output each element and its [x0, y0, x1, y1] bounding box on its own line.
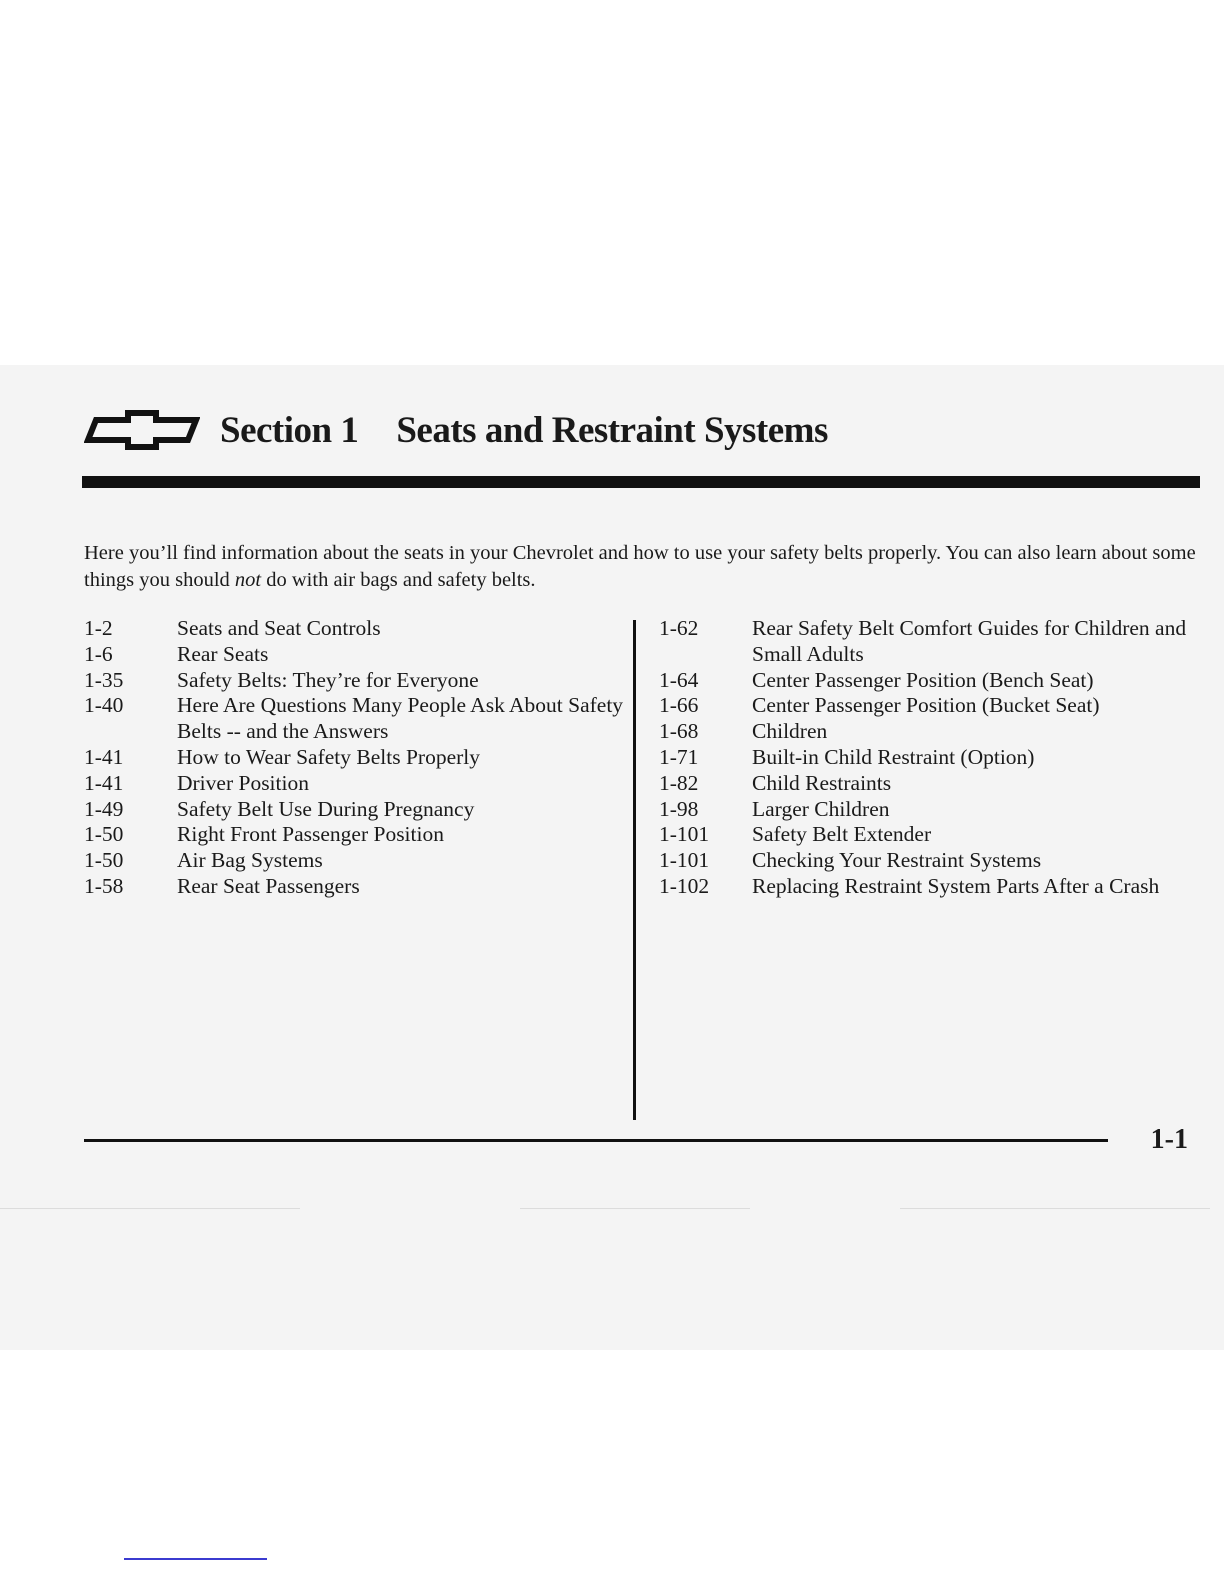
- toc-entry[interactable]: [84, 874, 624, 900]
- intro-text-end: do with air bags and safety belts.: [261, 569, 536, 591]
- toc-page-ref: 1-49: [84, 796, 124, 821]
- toc-page-ref: 1-82: [659, 770, 699, 795]
- intro-emphasis: not: [234, 569, 262, 591]
- section-title: Seats and Restraint Systems: [396, 409, 828, 451]
- toc-entry-title: Rear Seat Passengers: [177, 873, 360, 898]
- toc-entry[interactable]: [84, 822, 624, 848]
- toc-page-ref: 1-35: [84, 667, 124, 692]
- toc-entry-title: Built-in Child Restraint (Option): [752, 744, 1035, 769]
- page-number: 1-1: [1150, 1124, 1188, 1155]
- toc-page-ref: 1-58: [84, 873, 124, 898]
- toc-page-ref: 1-98: [659, 796, 699, 821]
- toc-entry[interactable]: [84, 797, 624, 823]
- toc-page-ref: 1-2: [84, 616, 113, 640]
- toc-entry-title: Air Bag Systems: [177, 848, 323, 873]
- toc-page-ref: 1-71: [659, 744, 699, 769]
- scan-artifact-line: [900, 1208, 1210, 1209]
- toc-entry-title: How to Wear Safety Belts Properly: [177, 744, 480, 769]
- section-number: Section 1: [220, 409, 359, 451]
- scan-artifact-line: [520, 1208, 750, 1209]
- intro-paragraph: [84, 540, 1204, 594]
- column-divider: [633, 620, 636, 1120]
- toc-page-ref: 1-101: [659, 848, 710, 873]
- toc-entry-title: Seats and Seat Controls: [177, 616, 381, 640]
- toc-entry[interactable]: [659, 745, 1204, 771]
- toc-page-ref: 1-41: [84, 744, 124, 769]
- toc-entry-title: Driver Position: [177, 770, 309, 795]
- toc-entry-title: Child Restraints: [752, 770, 892, 795]
- toc-entry-title: Safety Belt Use During Pregnancy: [177, 796, 475, 821]
- toc-entry[interactable]: [659, 668, 1204, 694]
- toc-entry-title: Right Front Passenger Position: [177, 822, 444, 847]
- toc-page-ref: 1-50: [84, 822, 124, 847]
- chevrolet-bowtie-icon: [84, 410, 200, 450]
- toc-entry-title: Checking Your Restraint Systems: [752, 848, 1042, 873]
- toc-entry[interactable]: [84, 771, 624, 797]
- toc-entry-title: Replacing Restraint System Parts After a Crash: [752, 873, 1160, 898]
- toc-entry[interactable]: [84, 616, 624, 642]
- toc-entry-title: Larger Children: [752, 796, 890, 821]
- bottom-link-underline[interactable]: [124, 1558, 267, 1560]
- title-rule: [82, 476, 1200, 488]
- footer-rule: [84, 1139, 1108, 1142]
- toc-left-column: [84, 616, 624, 900]
- toc-entry-title: Safety Belt Extender: [752, 822, 932, 847]
- toc-entry[interactable]: [659, 797, 1204, 823]
- toc-page-ref: 1-101: [659, 822, 710, 847]
- toc-entry[interactable]: [659, 616, 1204, 668]
- toc-entry-title: Center Passenger Position (Bucket Seat): [752, 693, 1100, 718]
- toc-entry[interactable]: [659, 719, 1204, 745]
- toc-entry[interactable]: [659, 822, 1204, 848]
- toc-page-ref: 1-6: [84, 641, 113, 666]
- toc-page-ref: 1-50: [84, 848, 124, 873]
- toc-page-ref: 1-40: [84, 693, 124, 718]
- toc-entry[interactable]: [84, 745, 624, 771]
- toc-entry[interactable]: [659, 874, 1204, 900]
- toc-page-ref: 1-68: [659, 719, 699, 744]
- toc-page-ref: 1-66: [659, 693, 699, 718]
- toc-entry-title: Children: [752, 719, 828, 744]
- toc-entry-title: Center Passenger Position (Bench Seat): [752, 667, 1094, 692]
- toc-page-ref: 1-64: [659, 667, 699, 692]
- toc-page-ref: 1-62: [659, 616, 699, 640]
- toc-entry-title: Rear Safety Belt Comfort Guides for Children and Small Adults: [752, 616, 1187, 666]
- toc-entry[interactable]: [84, 848, 624, 874]
- toc-entry[interactable]: [659, 693, 1204, 719]
- toc-right-column: [659, 616, 1204, 900]
- toc-entry[interactable]: [84, 693, 624, 745]
- toc-page-ref: 1-102: [659, 873, 710, 898]
- toc-page-ref: 1-41: [84, 770, 124, 795]
- intro-text: Here you’ll find information about the seats in your Chevrolet and how to use your safety belts properly. You can also learn about some things you should: [84, 542, 1196, 591]
- toc-entry[interactable]: [659, 848, 1204, 874]
- toc-entry[interactable]: [84, 668, 624, 694]
- toc-entry[interactable]: [659, 771, 1204, 797]
- toc-entry[interactable]: [84, 642, 624, 668]
- scan-artifact-line: [0, 1208, 300, 1209]
- toc-entry-title: Here Are Questions Many People Ask About Safety Belts -- and the Answers: [177, 693, 624, 744]
- toc-entry-title: Rear Seats: [177, 641, 269, 666]
- toc-entry-title: Safety Belts: They’re for Everyone: [177, 667, 479, 692]
- section-header: [84, 400, 828, 460]
